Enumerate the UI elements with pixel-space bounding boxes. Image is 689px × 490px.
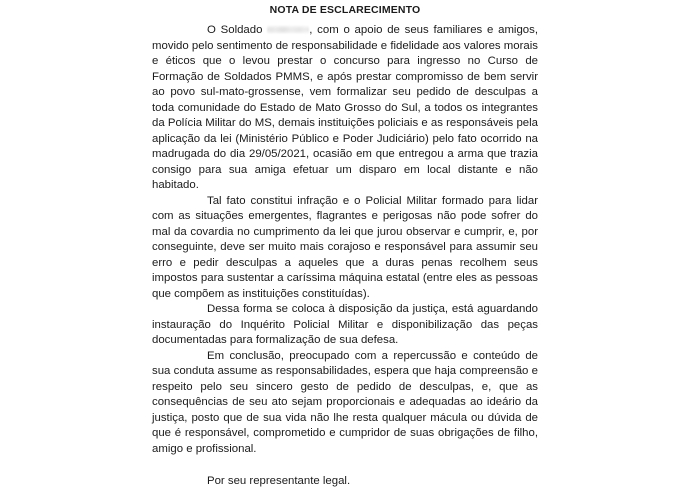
redacted-name-block bbox=[267, 25, 309, 34]
paragraph-1-text-before-redaction: O Soldado bbox=[207, 24, 268, 36]
closing-line: Por seu representante legal. bbox=[207, 475, 351, 487]
paragraph-2: Tal fato constitui infração e o Policial Militar formado para lidar com as situações emergentes, flagrantes e perigosas não pode sofrer do mal da covardia no cumprimento da lei que jurou observar e cumprir, e, por conseguinte, deve ser muito mais corajoso e responsável para assumir seu erro e pedir desculpas a aqueles que a duras penas recolhem seus impostos para sustentar a caríssima máquina estatal (entre eles as pessoas que compõem as instituições constituídas). bbox=[152, 194, 538, 300]
document-body bbox=[152, 0, 538, 490]
paragraph-1 bbox=[152, 23, 538, 194]
page-title: NOTA DE ESCLARECIMENTO bbox=[269, 4, 421, 16]
paragraph-4: Em conclusão, preocupado com a repercussão e conteúdo de sua conduta assume as responsabilidades, espera que haja compreensão e respeito pelo seu sincero gesto de pedido de desculpas, e, que as consequências de seu ato sejam proporcionais e adequadas ao ideário da justiça, posto que de sua vida não lhe resta qualquer mácula ou dúvida de que é responsável, comprometido e cumpridor de suas obrigações de filho, amigo e profissional. bbox=[152, 349, 538, 455]
paragraph-3: Dessa forma se coloca à disposição da justiça, está aguardando instauração do Inquérito Policial Militar e disponibilização das peças documentadas para formalização de sua defesa. bbox=[152, 303, 538, 346]
paragraph-1-text-after-redaction: , com o apoio de seus familiares e amigos, movido pelo sentimento de responsabilidade e fidelidade aos valores morais e éticos que o levou prestar o concurso para ingresso no Curso de Formação de Soldados PMMS, e após prestar compromisso de bem servir ao povo sul-mato-grossense, vem formalizar seu pedido de desculpas a toda comunidade do Estado de Mato Grosso do Sul, a todos os integrantes da Polícia Militar do MS, demais instituições policiais e as responsáveis pela aplicação da lei (Ministério Público e Poder Judiciário) pelo fato ocorrido na madrugada do dia 29/05/2021, ocasião em que entregou a arma que trazia consigo para sua amiga efetuar um disparo em local distante e não habitado. bbox=[152, 24, 538, 191]
